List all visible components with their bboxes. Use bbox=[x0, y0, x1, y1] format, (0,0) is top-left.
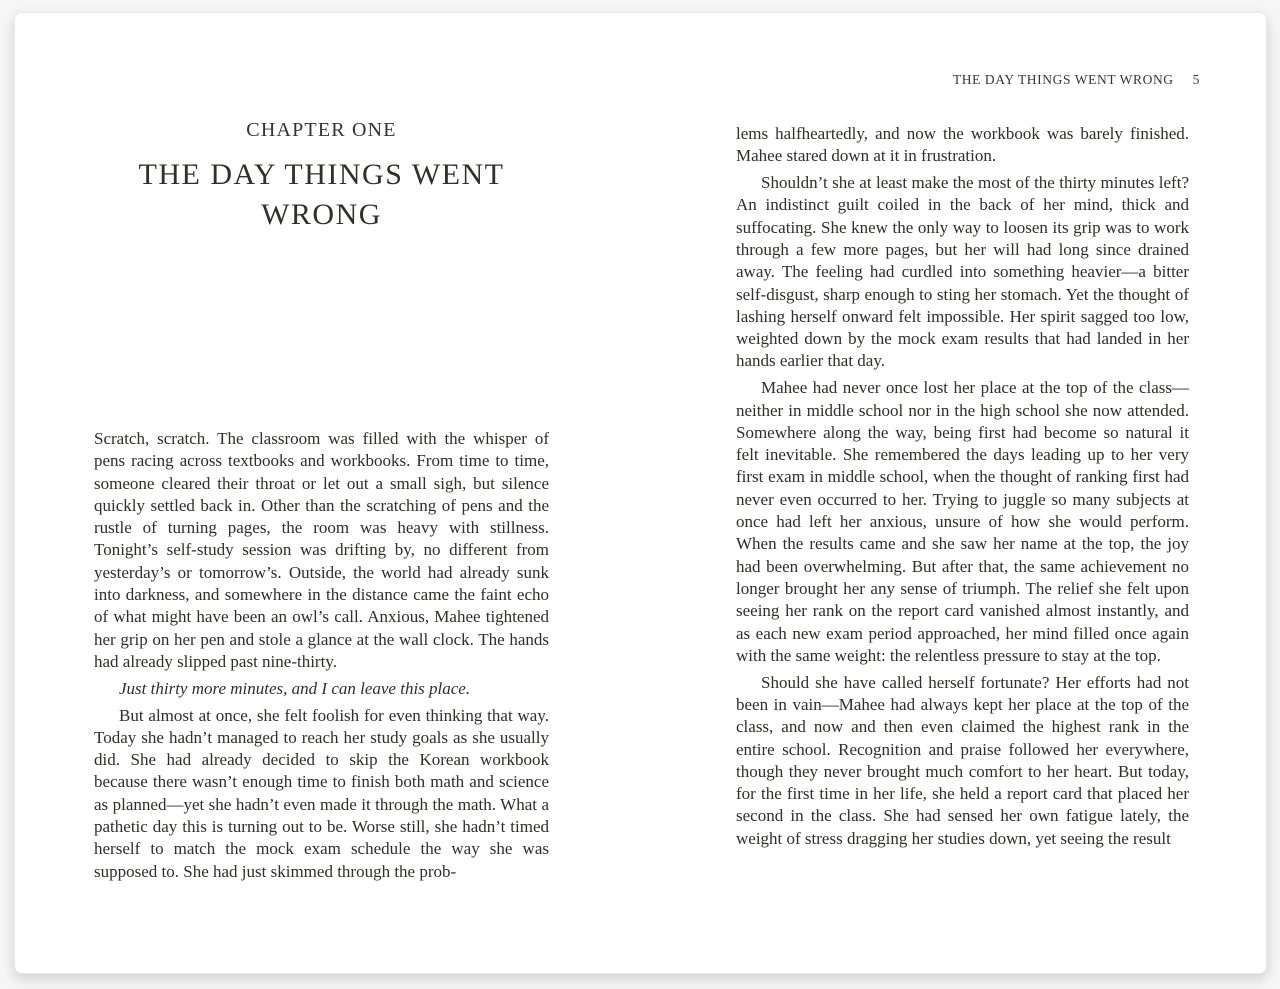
book-spread-page bbox=[14, 12, 1267, 974]
left-page-text bbox=[94, 428, 549, 883]
paragraph: Scratch, scratch. The classroom was filled with the whisper of pens racing across textbooks and workbooks. From time to time, someone cleared their throat or let out a small sigh, but silence quickly settled back in. Other than the scratching of pens and the rustle of turning pages, the room was heavy with stillness. Tonight’s self-study session was drifting by, no different from yesterday’s or tomorrow’s. Outside, the world had already sunk into darkness, and somewhere in the distance came the faint echo of what might have been an owl’s call. Anxious, Mahee tightened her grip on her pen and stole a glance at the wall clock. The hands had already slipped past nine-thirty. bbox=[94, 429, 549, 671]
paragraph: Shouldn’t she at least make the most of the thirty minutes left? An indistinct guilt coiled in the back of her mind, thick and suffocating. She knew the only way to loosen its grip was to work through a few more pages, but her will had long since drained away. The feeling had curdled into something heavier—a bitter self-disgust, sharp enough to sting her stomach. Yet the thought of lashing herself onward felt impossible. Her spirit sagged too low, weighted down by the mock exam results that had landed in her hands earlier that day. bbox=[736, 173, 1189, 371]
chapter-title: THE DAY THINGS WENT WRONG bbox=[138, 158, 505, 231]
paragraph: Should she have called herself fortunate? Her efforts had not been in vain—Mahee had always kept her place at the top of the class, and now and then even claimed the highest rank in the entire school. Recognition and praise followed her everywhere, though they never brought much comfort to her heart. But today, for the first time in her life, she held a report card that placed her second in the class. She had sensed her own fatigue lately, the weight of stress dragging her studies down, yet seeing the result bbox=[736, 672, 1189, 848]
running-header-title: THE DAY THINGS WENT WRONG bbox=[952, 72, 1174, 87]
right-page-column bbox=[736, 123, 1189, 850]
running-header bbox=[953, 72, 1200, 88]
paragraph: But almost at once, she felt foolish for even thinking that way. Today she hadn’t managed to reach her study goals as she usually did. She had already decided to skip the Korean workbook because there wasn’t enough time to finish both math and science as planned—yet she hadn’t even made it through the math. What a pathetic day this is turning out to be. Worse still, she hadn’t timed herself to match the mock exam schedule the way she was supposed to. She had just skimmed through the prob- bbox=[94, 705, 549, 881]
page-number: 5 bbox=[1192, 72, 1200, 87]
chapter-number-label: CHAPTER ONE bbox=[246, 119, 397, 141]
paragraph-inner-thought: Just thirty more minutes, and I can leave this place. bbox=[119, 678, 471, 698]
paragraph: Mahee had never once lost her place at the top of the class—neither in middle school nor in the high school she now attended. Somewhere along the way, being first had become so natural it felt inevitable. She remembered the days leading up to her very first exam in middle school, when the thought of ranking first had never even occurred to her. Trying to juggle so many subjects at once had left her anxious, unsure of how she would perform. When the results came and she saw her name at the top, the joy had been overwhelming. But after that, the same achievement no longer brought her any sense of triumph. The relief she felt upon seeing her rank on the report card vanished almost instantly, and as each new exam period approached, her mind filled once again with the same weight: the relentless pressure to stay at the top. bbox=[736, 378, 1189, 665]
left-page-column bbox=[94, 13, 549, 975]
paragraph-continuation: lems halfheartedly, and now the workbook was barely finished. Mahee stared down at it in frustration. bbox=[736, 124, 1189, 166]
chapter-heading bbox=[94, 119, 549, 235]
